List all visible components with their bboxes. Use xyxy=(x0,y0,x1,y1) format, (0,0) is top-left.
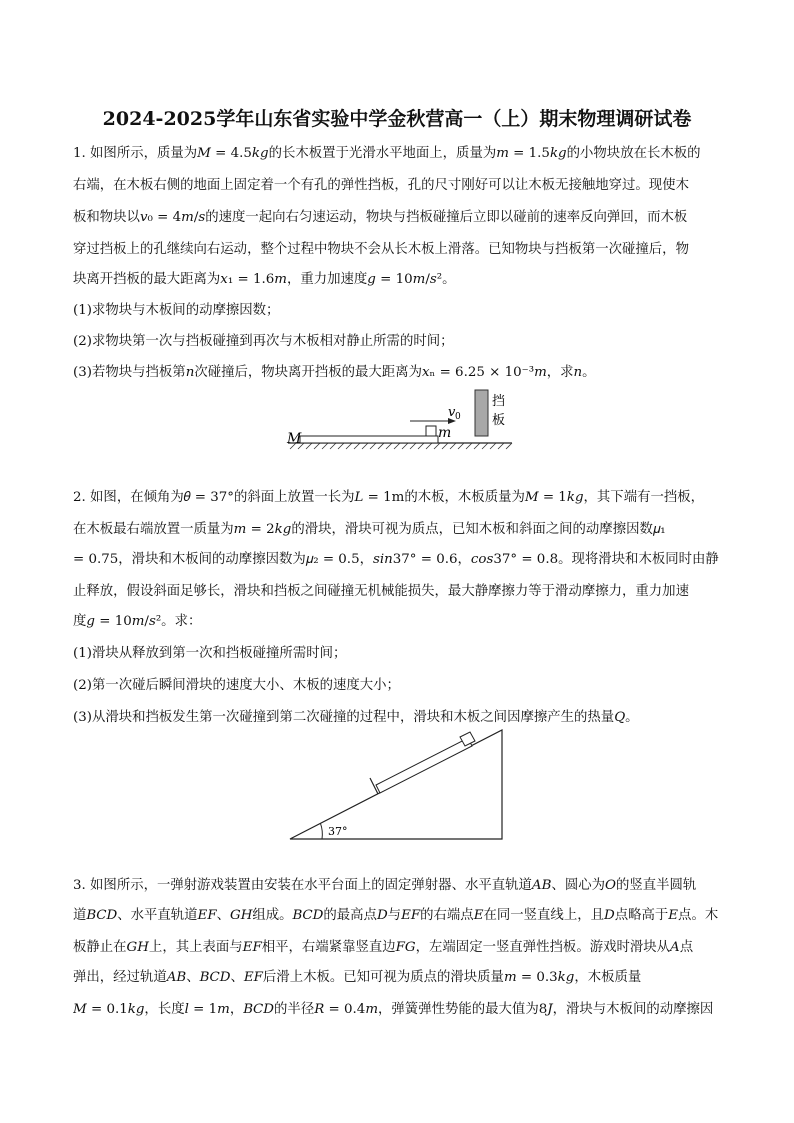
q3-line-2: 道𝐵𝐶𝐷、水平直轨道𝐸𝐹、𝐺𝐻组成。𝐵𝐶𝐷的最高点𝐷与𝐸𝐹的右端点𝐸在同一竖直线上，且𝐷点略高于𝐸点。木 xyxy=(73,908,719,923)
q3-line-1: 3. 如图所示，一弹射游戏装置由安装在水平台面上的固定弹射器、水平直轨道𝐴𝐵、圆心为𝑂的竖直半圆轨 xyxy=(73,878,697,893)
q3-line-4: 弹出，经过轨道𝐴𝐵、𝐵𝐶𝐷、𝐸𝐹后滑上木板。已知可视为质点的滑块质量𝑚 = 0.3𝑘𝑔，木板质量 xyxy=(73,970,642,985)
q2-line-3: = 0.75，滑块和木板间的动摩擦因数为𝜇₂ = 0.5，𝑠𝑖𝑛37° = 0.6，𝑐𝑜𝑠37° = 0.8。现将滑块和木板同时由静 xyxy=(73,552,719,567)
q1-label-m: m xyxy=(438,425,452,441)
q1-small-block xyxy=(426,426,436,436)
q1-line-1: 1. 如图所示，质量为𝑀 = 4.5𝑘𝑔的长木板置于光滑水平地面上，质量为𝑚 = 1.5𝑘𝑔的小物块放在长木板的 xyxy=(73,146,701,161)
q2-line-2: 在木板最右端放置一质量为𝑚 = 2𝑘𝑔的滑块，滑块可视为质点，已知木板和斜面之间的动摩擦因数𝜇₁ xyxy=(73,522,666,537)
q1-figure xyxy=(280,385,520,455)
q1-label-v-sub: 0 xyxy=(455,412,461,422)
q3-line-3: 板静止在𝐺𝐻上，其上表面与𝐸𝐹相平，右端紧靠竖直边𝐹𝐺，左端固定一竖直弹性挡板。游戏时滑块从𝐴点 xyxy=(73,940,694,955)
q1-sub-2: (2)求物块第一次与挡板碰撞到再次与木板相对静止所需的时间； xyxy=(73,334,454,349)
q1-elastic-baffle xyxy=(475,390,488,436)
q1-label-v: v xyxy=(448,405,456,420)
q1-line-5: 块离开挡板的最大距离为𝑥₁ = 1.6𝑚，重力加速度𝑔 = 10𝑚/𝑠²。 xyxy=(73,272,456,287)
q1-label-baffle-1: 挡 xyxy=(492,394,506,409)
q1-sub-1: (1)求物块与木板间的动摩擦因数； xyxy=(73,303,280,318)
q1-sub-3: (3)若物块与挡板第𝑛次碰撞后，物块离开挡板的最大距离为𝑥ₙ = 6.25 × 10⁻³𝑚，求𝑛。 xyxy=(73,365,596,380)
q2-sub-1: (1)滑块从释放到第一次和挡板碰撞所需时间； xyxy=(73,646,347,661)
q1-label-M: M xyxy=(287,431,302,447)
q2-line-5: 度𝑔 = 10𝑚/𝑠²。求： xyxy=(73,614,202,629)
q3-line-5: 𝑀 = 0.1𝑘𝑔，长度𝑙 = 1𝑚，𝐵𝐶𝐷的半径𝑅 = 0.4𝑚，弹簧弹性势能的最大值为8𝐽，滑块与木板间的动摩擦因 xyxy=(73,1002,714,1017)
q1-line-3: 板和物块以𝑣₀ = 4𝑚/𝑠的速度一起向右匀速运动，物块与挡板碰撞后立即以碰前的速率反向弹回，而木板 xyxy=(73,210,688,225)
q1-ground-hatching xyxy=(290,443,512,449)
q1-line-2: 右端，在木板右侧的地面上固定着一个有孔的弹性挡板，孔的尺寸刚好可以让木板无接触地穿过。现使木 xyxy=(73,178,689,193)
q1-long-board xyxy=(300,436,438,443)
q2-line-4: 止释放，假设斜面足够长，滑块和挡板之间碰撞无机械能损失，最大静摩擦力等于滑动摩擦力，重力加速 xyxy=(73,584,689,599)
q2-sub-3: (3)从滑块和挡板发生第一次碰撞到第二次碰撞的过程中，滑块和木板之间因摩擦产生的热量𝑄。 xyxy=(73,710,639,725)
q2-angle-label: 37° xyxy=(328,825,348,838)
exam-title: 2024-2025学年山东省实验中学金秋营高一（上）期末物理调研试卷 xyxy=(102,108,692,130)
q1-label-baffle-2: 板 xyxy=(492,413,506,428)
q1-line-4: 穿过挡板上的孔继续向右运动，整个过程中物块不会从长木板上滑落。已知物块与挡板第一次碰撞后，物 xyxy=(73,242,689,257)
q2-sub-2: (2)第一次碰后瞬间滑块的速度大小、木板的速度大小； xyxy=(73,678,400,693)
q2-figure xyxy=(280,725,515,845)
q2-line-1: 2. 如图，在倾角为𝜃 = 37°的斜面上放置一长为𝐿 = 1m的木板，木板质量为𝑀 = 1𝑘𝑔，其下端有一挡板， xyxy=(73,490,705,505)
